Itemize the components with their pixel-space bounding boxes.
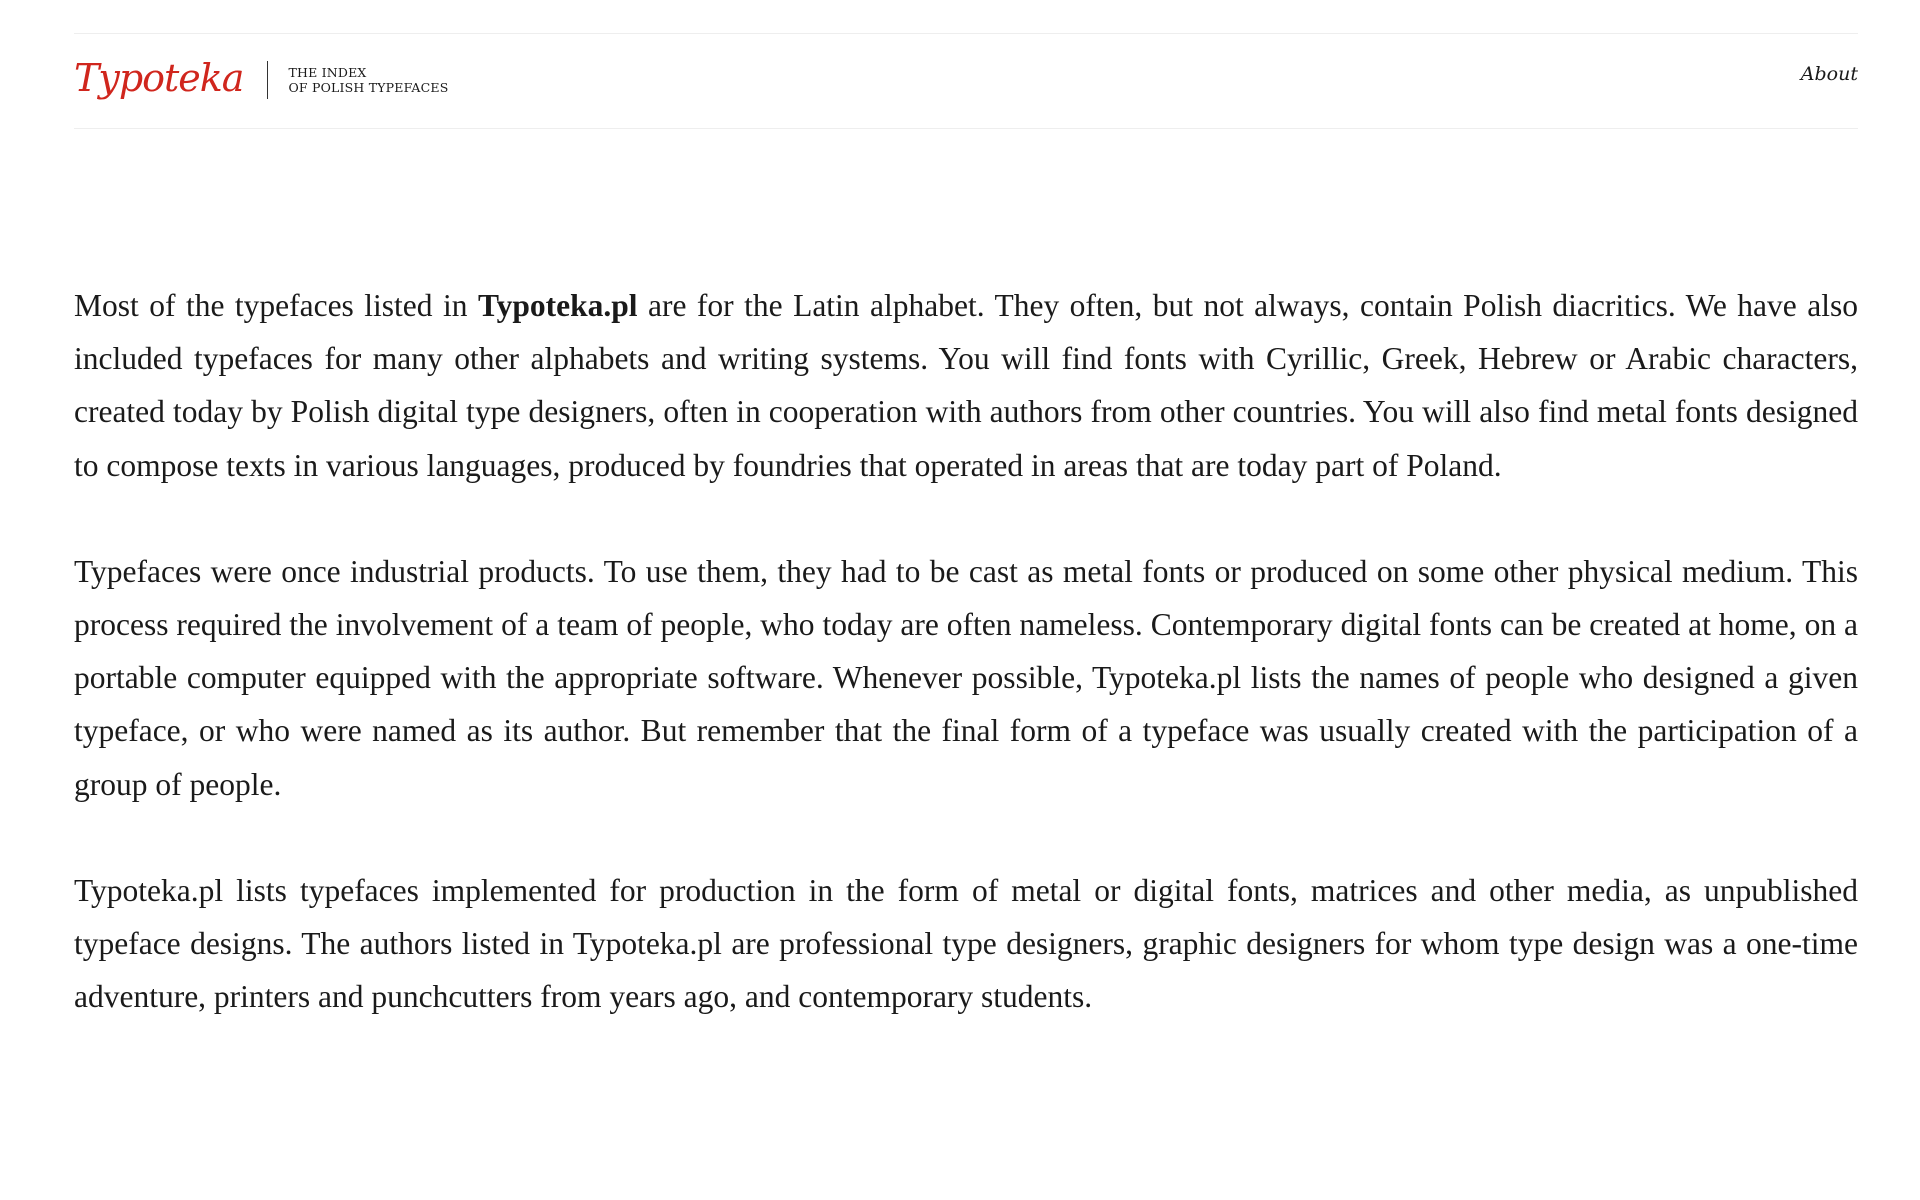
tagline-line-1: THE INDEX [288, 65, 367, 80]
brand [74, 50, 449, 110]
nav-about-link[interactable]: About [1800, 63, 1858, 85]
main-content [74, 279, 1858, 1076]
paragraph-listing-scope: Typoteka.pl lists typefaces implemented for production in the form of metal or digital fonts, matrices and other media, as unpublished typeface designs. The authors listed in Typoteka.pl are professional type designers, graphic designers for whom type design was a one-time adventure, printers and punchcutters from years ago, and contemporary students. [74, 872, 1858, 1015]
site-tagline [288, 65, 448, 95]
site-name-bold: Typoteka.pl [477, 288, 638, 323]
logo-link[interactable]: Typoteka [74, 56, 244, 100]
paragraph-1-rest: are for the Latin alphabet. They often, but not always, contain Polish diacritics. We have also included typefaces for many other alphabets and writing systems. You will find fonts with Cyrillic, Greek, Hebrew or Arabic characters, created today by Polish digital type designers, often in cooperation with authors from other countries. You will also find metal fonts designed to compose texts in various languages, produced by foundries that operated in areas that are today part of Poland. [74, 288, 1858, 483]
logo-divider [267, 61, 268, 99]
paragraph-industrial-products: Typefaces were once industrial products. To use them, they had to be cast as metal fonts or produced on some other physical medium. This process required the involvement of a team of people, who today are often nameless. Contemporary digital fonts can be created at home, on a portable computer equipped with the appropriate software. Whenever possible, Typoteka.pl lists the names of people who designed a given typeface, or who were named as its author. But remember that the final form of a typeface was usually created with the participation of a group of people. [74, 553, 1858, 802]
site-header [74, 33, 1858, 129]
page [74, 0, 1858, 1200]
tagline-line-2: OF POLISH TYPEFACES [288, 80, 449, 95]
paragraph-alphabets [74, 279, 1858, 492]
paragraph-1-intro: Most of the typefaces listed in [74, 288, 478, 323]
